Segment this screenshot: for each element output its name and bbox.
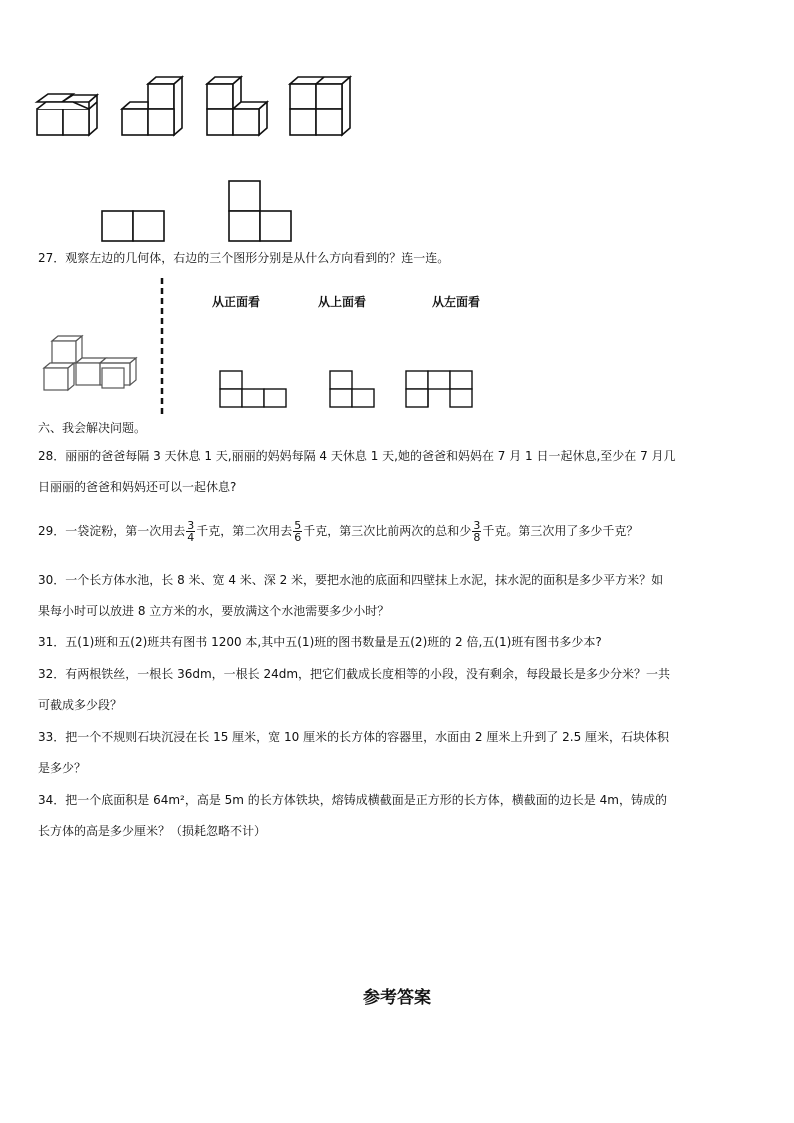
question-34-line2: 长方体的高是多少厘米？（损耗忽略不计） bbox=[38, 824, 267, 838]
view-label-front: 从正面看 bbox=[212, 295, 261, 309]
question-33-line1: 33．把一个不规则石块沉浸在长 15 厘米，宽 10 厘米的长方体的容器里，水面由 2 厘米上升到了 2.5 厘米，石块体积 bbox=[38, 730, 670, 744]
question-28-line1: 28．丽丽的爸爸每隔 3 天休息 1 天,丽丽的妈妈每隔 4 天休息 1 天,她的爸爸和妈妈在 7 月 1 日一起休息,至少在 7 月几 bbox=[38, 449, 676, 463]
question-32-line2: 可截成多少段？ bbox=[38, 698, 123, 712]
fraction-numerator: 5 bbox=[294, 519, 302, 532]
fraction-3-4 bbox=[186, 520, 195, 543]
flat-view-two-squares bbox=[101, 210, 167, 244]
solid-figure-q27 bbox=[42, 334, 142, 396]
question-29-part4: 千克。第三次用了多少千克？ bbox=[482, 524, 639, 538]
question-30-line2: 果每小时可以放进 8 立方米的水，要放满这个水池需要多少小时？ bbox=[38, 604, 390, 618]
fraction-numerator: 3 bbox=[187, 519, 195, 532]
cube-figure-2 bbox=[120, 76, 186, 138]
fraction-denominator: 6 bbox=[294, 531, 302, 544]
dashed-divider bbox=[160, 278, 164, 418]
view-front-shape bbox=[219, 370, 289, 410]
question-33-line2: 是多少？ bbox=[38, 761, 87, 775]
cube-figure-4 bbox=[288, 76, 354, 138]
question-32-line1: 32．有两根铁丝，一根长 36dm，一根长 24dm，把它们截成长度相等的小段，没有剩余，每段最长是多少分米？一共 bbox=[38, 667, 671, 681]
fraction-5-6 bbox=[293, 520, 302, 543]
fraction-numerator: 3 bbox=[473, 519, 481, 532]
question-29-part3: 千克，第三次比前两次的总和少 bbox=[303, 524, 472, 538]
question-28-line2: 日丽丽的爸爸和妈妈还可以一起休息? bbox=[38, 480, 237, 494]
view-label-left: 从左面看 bbox=[432, 295, 481, 309]
view-left-shape bbox=[405, 370, 477, 410]
cube-figure-1 bbox=[36, 92, 102, 138]
fraction-denominator: 4 bbox=[187, 531, 195, 544]
question-31-line1: 31．五(1)班和五(2)班共有图书 1200 本,其中五(1)班的图书数量是五(2)班的 2 倍,五(1)班有图书多少本? bbox=[38, 635, 602, 649]
view-top-shape bbox=[329, 370, 379, 410]
question-29 bbox=[38, 516, 638, 546]
question-29-part1: 29．一袋淀粉，第一次用去 bbox=[38, 524, 186, 538]
cube-figure-3 bbox=[205, 76, 271, 138]
fraction-denominator: 8 bbox=[473, 531, 481, 544]
view-label-top: 从上面看 bbox=[318, 295, 367, 309]
question-34-line1: 34．把一个底面积是 64m²，高是 5m 的长方体铁块，熔铸成横截面是正方形的长方体，横截面的边长是 4m，铸成的 bbox=[38, 793, 667, 807]
flat-view-l-shape bbox=[228, 180, 294, 244]
question-27-text: 27．观察左边的几何体，右边的三个图形分别是从什么方向看到的？连一连。 bbox=[38, 251, 450, 265]
fraction-3-8 bbox=[472, 520, 481, 543]
question-30-line1: 30．一个长方体水池，长 8 米、宽 4 米、深 2 米，要把水池的底面和四壁抹上水泥，抹水泥的面积是多少平方米？如 bbox=[38, 573, 664, 587]
section-heading: 六、我会解决问题。 bbox=[38, 421, 147, 435]
question-29-part2: 千克，第二次用去 bbox=[196, 524, 293, 538]
answer-section-title: 参考答案 bbox=[363, 988, 431, 1008]
